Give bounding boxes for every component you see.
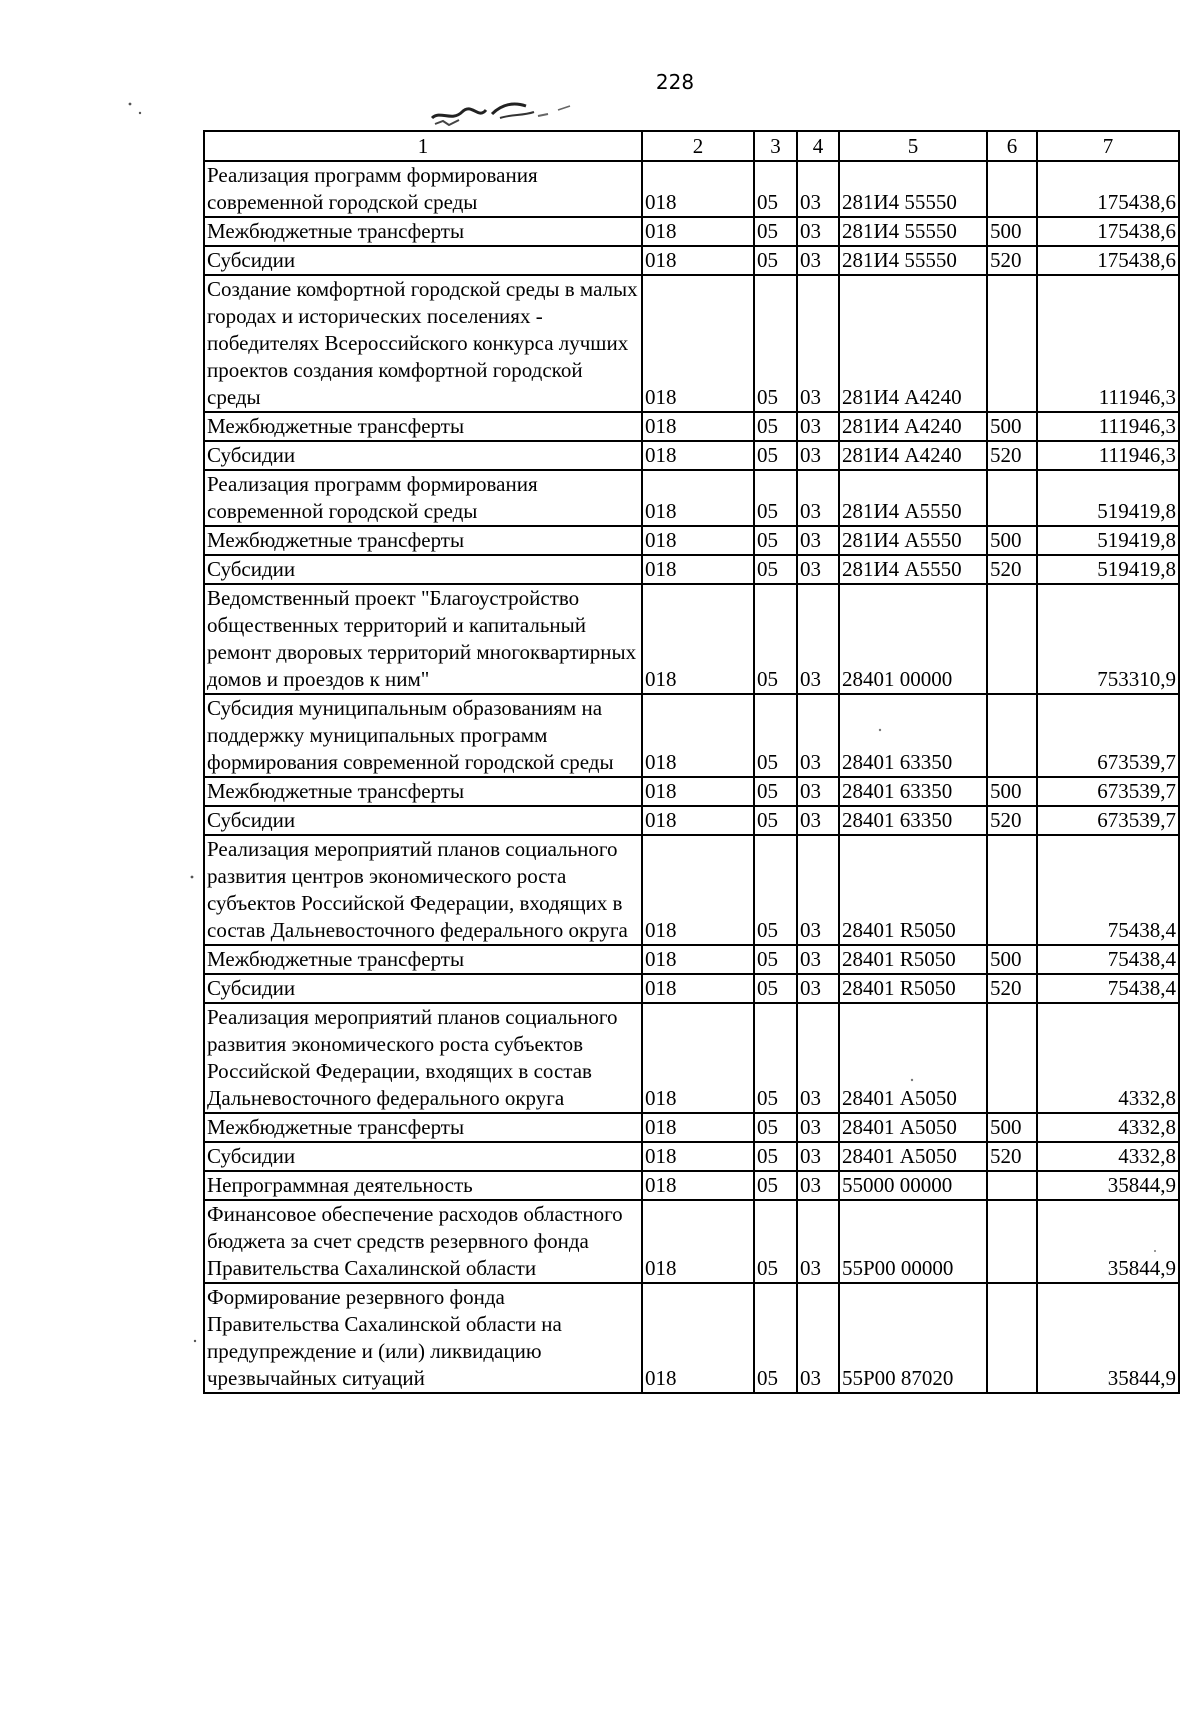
expense-type-code: 520 (987, 246, 1037, 275)
amount-value: 673539,7 (1037, 694, 1179, 777)
table-row (204, 1142, 1179, 1171)
subsection-code: 03 (797, 1003, 839, 1113)
expense-type-code: 520 (987, 974, 1037, 1003)
admin-code: 018 (642, 1171, 754, 1200)
target-article-code: 281И4 55550 (839, 246, 987, 275)
admin-code: 018 (642, 412, 754, 441)
table-row (204, 974, 1179, 1003)
section-code: 05 (754, 441, 797, 470)
admin-code: 018 (642, 526, 754, 555)
amount-value: 111946,3 (1037, 441, 1179, 470)
expense-type-code (987, 835, 1037, 945)
expense-type-code (987, 275, 1037, 412)
admin-code: 018 (642, 441, 754, 470)
table-row (204, 275, 1179, 412)
expense-name: Межбюджетные трансферты (204, 217, 642, 246)
subsection-code: 03 (797, 526, 839, 555)
admin-code: 018 (642, 835, 754, 945)
expense-name: Финансовое обеспечение расходов областного бюджета за счет средств резервного фонда Правительства Сахалинской области (204, 1200, 642, 1283)
expense-name: Межбюджетные трансферты (204, 945, 642, 974)
expense-name: Субсидии (204, 806, 642, 835)
admin-code: 018 (642, 584, 754, 694)
amount-value: 175438,6 (1037, 161, 1179, 217)
expense-type-code (987, 470, 1037, 526)
subsection-code: 03 (797, 412, 839, 441)
expense-name: Субсидии (204, 441, 642, 470)
section-code: 05 (754, 217, 797, 246)
admin-code: 018 (642, 161, 754, 217)
expense-type-code (987, 1003, 1037, 1113)
expense-name: Субсидии (204, 555, 642, 584)
amount-value: 75438,4 (1037, 974, 1179, 1003)
expense-type-code: 500 (987, 1113, 1037, 1142)
admin-code: 018 (642, 974, 754, 1003)
admin-code: 018 (642, 777, 754, 806)
subsection-code: 03 (797, 246, 839, 275)
expense-name: Реализация мероприятий планов социального развития центров экономического роста субъектов Российской Федерации, входящих в состав Дальневосточного федерального округа (204, 835, 642, 945)
column-header: 6 (987, 131, 1037, 161)
amount-value: 35844,9 (1037, 1283, 1179, 1393)
subsection-code: 03 (797, 1171, 839, 1200)
section-code: 05 (754, 1171, 797, 1200)
table-row (204, 1171, 1179, 1200)
expense-name: Субсидии (204, 246, 642, 275)
target-article-code: 28401 63350 (839, 806, 987, 835)
table-row (204, 1113, 1179, 1142)
subsection-code: 03 (797, 275, 839, 412)
expense-type-code: 500 (987, 945, 1037, 974)
section-code: 05 (754, 161, 797, 217)
column-header: 7 (1037, 131, 1179, 161)
target-article-code: 28401 А5050 (839, 1003, 987, 1113)
target-article-code: 28401 63350 (839, 694, 987, 777)
section-code: 05 (754, 1283, 797, 1393)
expense-name: Непрограммная деятельность (204, 1171, 642, 1200)
section-code: 05 (754, 1200, 797, 1283)
admin-code: 018 (642, 217, 754, 246)
admin-code: 018 (642, 806, 754, 835)
target-article-code: 281И4 А4240 (839, 441, 987, 470)
subsection-code: 03 (797, 584, 839, 694)
target-article-code: 281И4 А4240 (839, 412, 987, 441)
column-header: 5 (839, 131, 987, 161)
table-row (204, 584, 1179, 694)
expense-type-code (987, 161, 1037, 217)
expense-type-code: 500 (987, 777, 1037, 806)
expense-name: Ведомственный проект "Благоустройство общественных территорий и капитальный ремонт дворовых территорий многоквартирных домов и проездов к ним" (204, 584, 642, 694)
expense-name: Межбюджетные трансферты (204, 777, 642, 806)
table-row (204, 470, 1179, 526)
admin-code: 018 (642, 1200, 754, 1283)
amount-value: 519419,8 (1037, 526, 1179, 555)
table-row (204, 217, 1179, 246)
column-header: 3 (754, 131, 797, 161)
section-code: 05 (754, 835, 797, 945)
table-row (204, 945, 1179, 974)
table-row (204, 412, 1179, 441)
admin-code: 018 (642, 275, 754, 412)
column-header: 4 (797, 131, 839, 161)
table-row (204, 806, 1179, 835)
expense-name: Субсидии (204, 1142, 642, 1171)
subsection-code: 03 (797, 1200, 839, 1283)
section-code: 05 (754, 1113, 797, 1142)
page-number: 228 (655, 70, 695, 94)
subsection-code: 03 (797, 694, 839, 777)
expense-type-code: 520 (987, 555, 1037, 584)
subsection-code: 03 (797, 1283, 839, 1393)
target-article-code: 28401 А5050 (839, 1113, 987, 1142)
expense-name: Формирование резервного фонда Правительства Сахалинской области на предупреждение и (или) ликвидацию чрезвычайных ситуаций (204, 1283, 642, 1393)
expense-name: Реализация программ формирования современной городской среды (204, 470, 642, 526)
amount-value: 753310,9 (1037, 584, 1179, 694)
expense-name: Создание комфортной городской среды в малых городах и исторических поселениях - победителях Всероссийского конкурса лучших проектов создания комфортной городской среды (204, 275, 642, 412)
section-code: 05 (754, 246, 797, 275)
amount-value: 175438,6 (1037, 217, 1179, 246)
target-article-code: 28401 А5050 (839, 1142, 987, 1171)
target-article-code: 55000 00000 (839, 1171, 987, 1200)
expense-name: Реализация программ формирования современной городской среды (204, 161, 642, 217)
amount-value: 4332,8 (1037, 1142, 1179, 1171)
expense-type-code (987, 694, 1037, 777)
subsection-code: 03 (797, 441, 839, 470)
admin-code: 018 (642, 945, 754, 974)
amount-value: 111946,3 (1037, 412, 1179, 441)
subsection-code: 03 (797, 555, 839, 584)
table-row (204, 777, 1179, 806)
subsection-code: 03 (797, 217, 839, 246)
table-row (204, 161, 1179, 217)
section-code: 05 (754, 470, 797, 526)
table-row (204, 441, 1179, 470)
subsection-code: 03 (797, 974, 839, 1003)
section-code: 05 (754, 777, 797, 806)
subsection-code: 03 (797, 1113, 839, 1142)
target-article-code: 281И4 А4240 (839, 275, 987, 412)
amount-value: 4332,8 (1037, 1003, 1179, 1113)
admin-code: 018 (642, 1283, 754, 1393)
section-code: 05 (754, 1142, 797, 1171)
target-article-code: 281И4 А5550 (839, 470, 987, 526)
target-article-code: 28401 R5050 (839, 974, 987, 1003)
expense-name: Межбюджетные трансферты (204, 412, 642, 441)
column-header: 2 (642, 131, 754, 161)
amount-value: 519419,8 (1037, 555, 1179, 584)
amount-value: 519419,8 (1037, 470, 1179, 526)
section-code: 05 (754, 974, 797, 1003)
admin-code: 018 (642, 470, 754, 526)
table-row (204, 1283, 1179, 1393)
subsection-code: 03 (797, 777, 839, 806)
section-code: 05 (754, 555, 797, 584)
expense-type-code: 500 (987, 217, 1037, 246)
expense-name: Субсидия муниципальным образованиям на поддержку муниципальных программ формирования современной городской среды (204, 694, 642, 777)
amount-value: 35844,9 (1037, 1200, 1179, 1283)
expense-type-code: 500 (987, 526, 1037, 555)
admin-code: 018 (642, 694, 754, 777)
expense-name: Межбюджетные трансферты (204, 1113, 642, 1142)
subsection-code: 03 (797, 806, 839, 835)
admin-code: 018 (642, 555, 754, 584)
table-row (204, 246, 1179, 275)
expense-type-code (987, 1171, 1037, 1200)
table-row (204, 555, 1179, 584)
subsection-code: 03 (797, 161, 839, 217)
section-code: 05 (754, 275, 797, 412)
expense-type-code (987, 584, 1037, 694)
expense-type-code: 500 (987, 412, 1037, 441)
amount-value: 673539,7 (1037, 806, 1179, 835)
admin-code: 018 (642, 1113, 754, 1142)
table-row (204, 835, 1179, 945)
table-row (204, 526, 1179, 555)
target-article-code: 28401 00000 (839, 584, 987, 694)
expense-type-code (987, 1283, 1037, 1393)
amount-value: 75438,4 (1037, 835, 1179, 945)
target-article-code: 28401 R5050 (839, 835, 987, 945)
section-code: 05 (754, 694, 797, 777)
section-code: 05 (754, 945, 797, 974)
amount-value: 175438,6 (1037, 246, 1179, 275)
target-article-code: 55Р00 00000 (839, 1200, 987, 1283)
target-article-code: 281И4 А5550 (839, 555, 987, 584)
expense-type-code: 520 (987, 1142, 1037, 1171)
target-article-code: 281И4 55550 (839, 161, 987, 217)
expense-type-code: 520 (987, 806, 1037, 835)
subsection-code: 03 (797, 835, 839, 945)
target-article-code: 281И4 А5550 (839, 526, 987, 555)
section-code: 05 (754, 584, 797, 694)
expense-type-code: 520 (987, 441, 1037, 470)
section-code: 05 (754, 526, 797, 555)
target-article-code: 28401 R5050 (839, 945, 987, 974)
table-row (204, 1003, 1179, 1113)
subsection-code: 03 (797, 945, 839, 974)
amount-value: 35844,9 (1037, 1171, 1179, 1200)
section-code: 05 (754, 806, 797, 835)
amount-value: 111946,3 (1037, 275, 1179, 412)
section-code: 05 (754, 1003, 797, 1113)
amount-value: 75438,4 (1037, 945, 1179, 974)
expense-name: Субсидии (204, 974, 642, 1003)
target-article-code: 28401 63350 (839, 777, 987, 806)
amount-value: 4332,8 (1037, 1113, 1179, 1142)
table-row (204, 1200, 1179, 1283)
expense-name: Реализация мероприятий планов социального развития экономического роста субъектов Российской Федерации, входящих в состав Дальневосточного федерального округа (204, 1003, 642, 1113)
admin-code: 018 (642, 246, 754, 275)
admin-code: 018 (642, 1003, 754, 1113)
target-article-code: 55Р00 87020 (839, 1283, 987, 1393)
section-code: 05 (754, 412, 797, 441)
expense-name: Межбюджетные трансферты (204, 526, 642, 555)
subsection-code: 03 (797, 470, 839, 526)
budget-table (203, 130, 1180, 1394)
header-row (204, 131, 1179, 161)
expense-type-code (987, 1200, 1037, 1283)
table-row (204, 694, 1179, 777)
amount-value: 673539,7 (1037, 777, 1179, 806)
admin-code: 018 (642, 1142, 754, 1171)
target-article-code: 281И4 55550 (839, 217, 987, 246)
column-header: 1 (204, 131, 642, 161)
subsection-code: 03 (797, 1142, 839, 1171)
